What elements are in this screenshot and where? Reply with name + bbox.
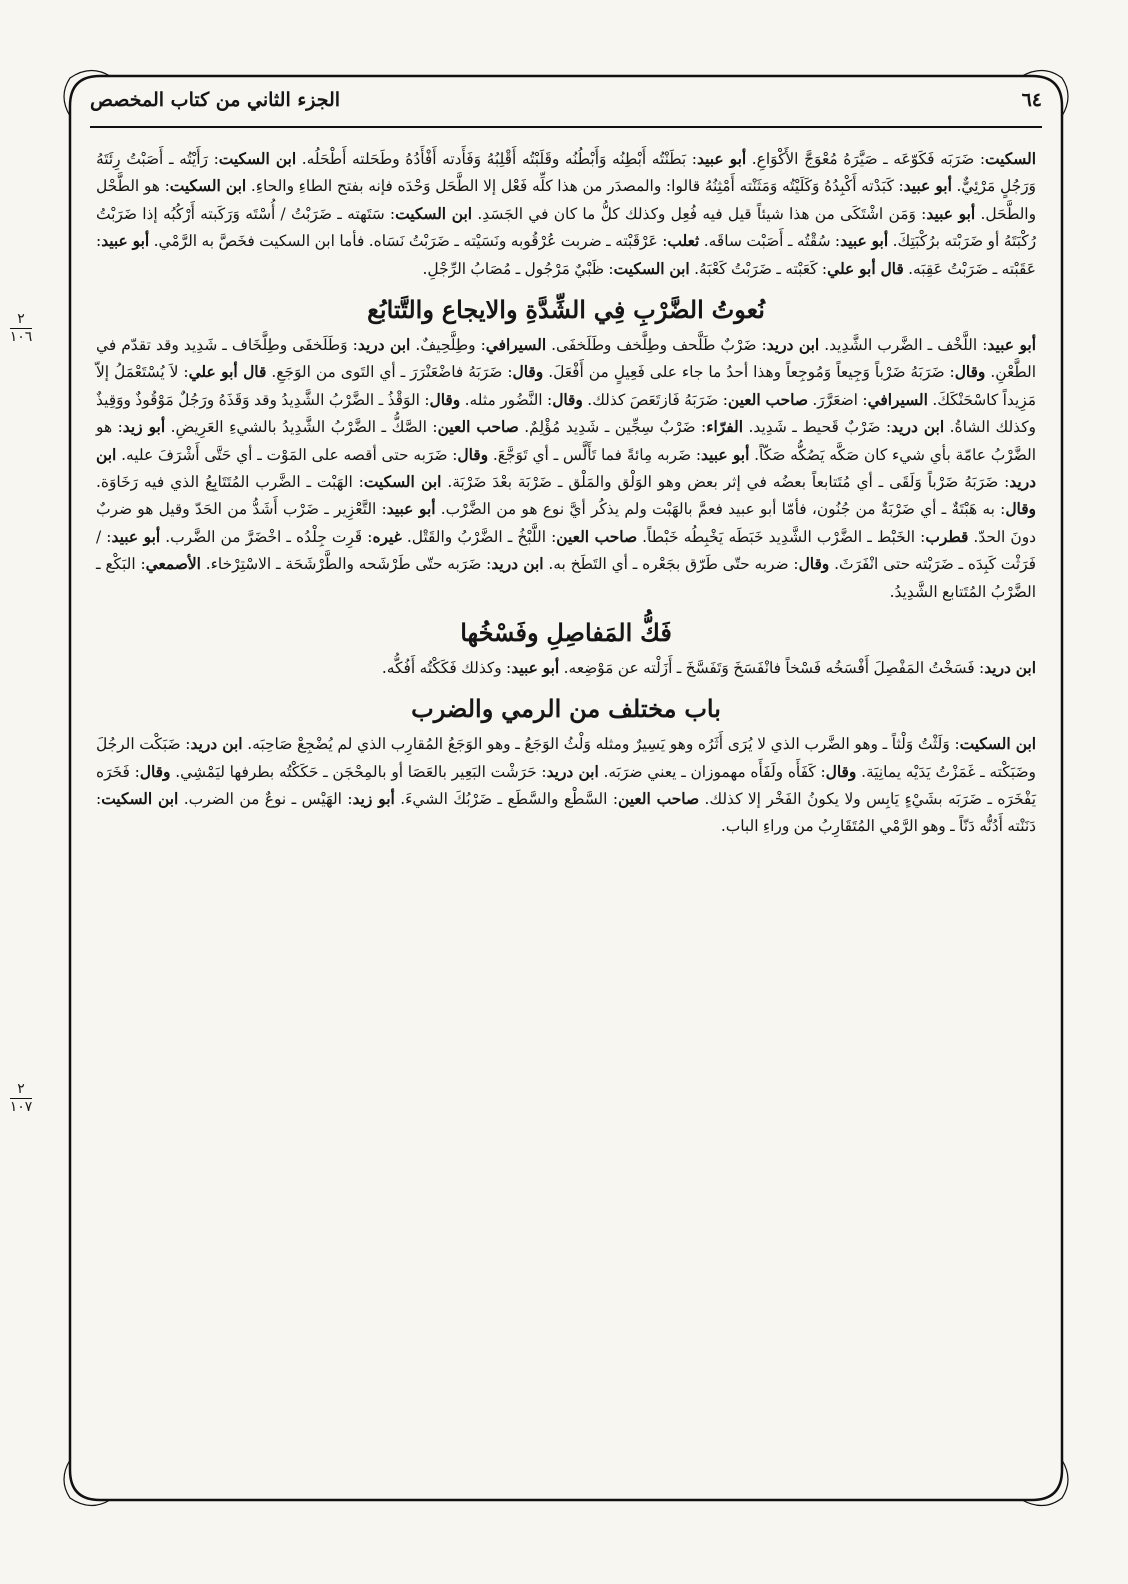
- authority-name: وقال: [139, 762, 171, 781]
- quoted-text: : / فَرَثْت كَبِدَه ـ ضَرَبْته حتى انْفَرَثَ.: [96, 527, 1037, 574]
- authority-name: صاحب العين: [437, 418, 519, 437]
- quoted-text: : ضَرَبه حتّى طَرْشَحه والطَّرْشَحَة ـ الاسْتِرْخاء.: [200, 555, 492, 574]
- quoted-text: : كَفَأَه ولَفَأَه مهموزان ـ يعني ضرَبَه.: [598, 762, 826, 781]
- authority-name: وقال: [429, 390, 461, 409]
- quoted-text: : هو الضَّرْبُ عامّة بأي شيء كان صَكَّه يَصُكُّه صَكّاً.: [96, 418, 1036, 464]
- header-rule: [90, 126, 1042, 128]
- authority-name: قال أبو علي: [188, 363, 267, 382]
- quoted-text: : قَرِت جِلْدُه ـ اخْضَرَّ من الضَّرب.: [160, 527, 373, 546]
- quoted-text: : ظَبْيٌ مَرْجُول ـ مُصَابُ الرِّجْلِ.: [422, 259, 614, 278]
- authority-name: صاحب العين: [618, 789, 700, 808]
- authority-name: ابن السكيت: [218, 150, 297, 168]
- margin-folio-bottom: ١٠٦: [9, 329, 33, 346]
- quoted-text: : به هَبْتَةٌ ـ أي ضَرْبَةٌ من جُنُون، فأمّا أبو عبيد فعمَّ بالهَبْت ولم يذكُر أيَّ نوع هو من الضَّرْب.: [435, 500, 1006, 519]
- authority-name: الفرّاء: [706, 418, 743, 437]
- quoted-text: : ضَرْبٌ سِجِّين ـ شَدِيد مُؤْلِمٌ.: [518, 418, 707, 437]
- margin-folio-top: ٢: [17, 1081, 25, 1097]
- authority-name: أبو عبيد: [511, 658, 560, 677]
- authority-name: ابن دريد: [190, 735, 243, 754]
- authority-name: وقال: [798, 555, 830, 574]
- quoted-text: : اضعَرَّرَ.: [807, 390, 868, 409]
- quoted-text: : وطِلَّحِيفٌ.: [410, 335, 486, 354]
- section-title: نُعوتُ الضَّرْبِ فِي الشِّدَّةِ والايجاع والتَّتابُع: [367, 295, 765, 325]
- authority-name: ابن دريد: [96, 445, 1036, 492]
- body-paragraph: [96, 146, 1036, 283]
- authority-name: أبو عبيد: [840, 232, 889, 251]
- quoted-text: : ضَرَبَهُ ضَرْباً وَجِيعاً وَمُوجِعاً وهذا أحدُ ما جاء على فَعِيلٍ من أَفْعَلَ.: [543, 363, 955, 382]
- quoted-text: : التَّعْزِير ـ ضَرْب أَشَدُّ من الحَدّ وقيل هو ضربٌ دونَ الحدّ.: [96, 500, 1036, 546]
- authority-name: أبو عبيد: [111, 527, 161, 546]
- authority-name: السيرافي: [867, 390, 928, 409]
- quoted-text: : كَبَدْته أَكْبِدُهُ وَكَلَيْتُه وَمَثَنْته أَمْثِنُهُ قالوا: والمصدَر من هذا كلِّه فَعْل إلا الطَّحَل وَحْدَه فإنه بفتح الطاءِ والحاءِ.: [246, 177, 904, 196]
- quoted-text: : ضَرْبٌ قَحيط ـ شَدِيد.: [743, 418, 892, 437]
- running-title: الجزء الثاني من كتاب المخصص: [90, 89, 341, 111]
- authority-name: أبو زيد: [122, 418, 166, 437]
- quoted-text: : ضَربه مِائةً فما تَأَلَّس ـ أي تَوَجَّعَ.: [488, 445, 702, 464]
- quoted-text: : ضَرَبَهُ فاضْعَنْرَرَ ـ أي التَوى من الوَجَعِ.: [266, 363, 513, 382]
- quoted-text: : البَكْع ـ الضَّرْبُ المُتَتابع الشَّدِيدُ.: [96, 555, 1036, 601]
- quoted-text: : عَرْقَبْته ـ ضربت عُرْقُوبه ونَسَيْته ـ ضَرَبْتُ نَسَاه. فأما ابن السكيت فخَصَّ به الرَّمْي.: [149, 232, 668, 251]
- quoted-text: : اللَّخْف ـ الضَّرب الشَّدِيد.: [819, 335, 988, 354]
- authority-name: غيره: [372, 527, 402, 546]
- quoted-text: : السَّطْع والسَّطَع ـ ضَرْبُكَ الشيءَ.: [394, 789, 619, 808]
- authority-name: السيرافي: [485, 335, 547, 354]
- quoted-text: : دَنَنْته أَدُنُّه دَنّاً ـ وهو الرَّمْي المُتَقَارِبُ من وراءِ الباب.: [96, 789, 1036, 836]
- authority-name: ابن السكيت: [169, 177, 247, 196]
- authority-name: أبو عبيد: [701, 445, 750, 464]
- authority-name: وقال: [457, 445, 489, 464]
- authority-name: وقال: [1005, 500, 1036, 519]
- authority-name: صاحب العين: [556, 527, 638, 546]
- authority-name: السكيت: [985, 150, 1036, 168]
- quoted-text: : الهَيْس ـ نوعٌ من الضرب.: [178, 789, 353, 808]
- quoted-text: : ضَرَبَهُ فَازتَعَصَ كذلك.: [582, 390, 728, 409]
- authority-name: ابن السكيت: [363, 473, 442, 492]
- quoted-text: : ضَرَبَهُ ضَرْباً وَلَقَى ـ أي مُتَتابعاً بعضُه في إثر بعض وهو الوَلْق والمَلْق ـ ضَرْبَة بعْدَ ضَرْبَة.: [441, 473, 1010, 492]
- authority-name: وقال: [954, 363, 986, 382]
- quoted-text: : هو الطَّحْل والطَّحَل.: [96, 177, 1037, 223]
- quoted-text: : وَمَن اشْتَكَى من هذا شيئاً قيل فيه فُعِل وكذلك كلُّ ما كان في الجَسَدِ.: [472, 204, 927, 223]
- authority-name: الأصمعي: [145, 555, 201, 574]
- authority-name: أبو زيد: [352, 789, 395, 808]
- authority-name: أبو عبيد: [926, 204, 976, 223]
- authority-name: أبو عبيد: [386, 500, 436, 519]
- authority-name: ابن دريد: [491, 555, 544, 574]
- quoted-text: : سَتَهته ـ ضَرَبْتُ / أُسْتَه وَرَكَبته أَرْكُبُه إذا ضَرَبْتُ رُكْبَتَهُ أو ضَرَبْته برُكْبَتِكَ.: [96, 204, 1037, 251]
- body-paragraph: [96, 731, 1036, 841]
- body-paragraph: [96, 332, 1036, 606]
- authority-name: ابن دريد: [766, 335, 820, 354]
- section-title: فَكُّ المَفاصِلِ وفَسْخُها: [460, 618, 672, 648]
- quoted-text: : وَطَلَخفَى وطِلَّخَاف ـ شَدِيد وقد تقدّم في الطَّعْنِ.: [96, 335, 1036, 382]
- authority-name: أبو عبيد: [697, 150, 747, 168]
- quoted-text: : فَخَرَه يَفْخَرَه ـ ضَرَبَه بشَيْءٍ يَابِس ولا يكونُ الفَخْر إلا كذلك.: [96, 762, 1036, 808]
- authority-name: ثعلب: [667, 232, 700, 251]
- authority-name: وقال: [552, 390, 583, 409]
- authority-name: أبو عبيد: [101, 232, 150, 251]
- quoted-text: : لاَ يُسْتَعْمَلُ إلاّ مَزِيداً كاسْحَنْكَكَ.: [96, 363, 1036, 409]
- authority-name: ابن دريد: [984, 658, 1036, 677]
- authority-name: ابن السكيت: [613, 259, 690, 278]
- authority-name: أبو عبيد: [987, 335, 1036, 354]
- authority-name: ابن دريد: [357, 335, 411, 354]
- quoted-text: : ضَرَبَه فَكَوّعَه ـ صَيَّرَهُ مُعْوَجَّ الأَكْوَاعِ.: [746, 150, 986, 168]
- quoted-text: : سُقْتُه ـ أَصَبْت ساقَه.: [699, 232, 841, 251]
- margin-folio-note: [6, 312, 36, 346]
- quoted-text: : ضَرَبه حتى أقصه على المَوْت ـ أي حَتَّى أَشْرَفَ عليه.: [116, 445, 458, 464]
- quoted-text: : وكذلك فَكَكْتُه أَفُكُّه.: [381, 658, 512, 677]
- section-title: باب مختلف من الرمي والضرب: [411, 694, 721, 724]
- quoted-text: : حَرَشْت البَعِير بالعَصَا أو بالمِحْجَن ـ حَكَكْتُه بطرفها ليَمْشِي.: [170, 762, 547, 781]
- authority-name: ابن دريد: [891, 418, 945, 437]
- quoted-text: : ضَبَكْت الرجُلَ وضَبَكْته ـ غَمَزْتُ يَدَيْه يمانِيَة.: [96, 735, 1036, 781]
- quoted-text: : كَعَبْته ـ ضَرَبْتُ كَعْبَهُ.: [689, 259, 828, 278]
- body-paragraph: [96, 655, 1036, 682]
- page-frame: [9, 66, 1072, 1510]
- quoted-text: : رَأَيْتُه ـ أَصَبْتُ رِئَتَهُ وَرَجُلٍ مَرْئِيٌّ.: [96, 150, 1036, 196]
- quoted-text: : ضربه حتّى طَرّق بجَعْره ـ أي التَطَخ به.: [543, 555, 799, 574]
- authority-name: وقال: [512, 363, 544, 382]
- quoted-text: : عَقَبْته ـ ضَرَبْتُ عَقِبَه.: [96, 232, 1036, 278]
- page-body: [96, 146, 1036, 841]
- quoted-text: : بَطَنْتُه أَبْطِنُه وَأَبْطُنُه وقَلَبْتُه أَقْلِبُهُ وَفَأَدته أَفْأَدُهُ وطَحَلته أَطْحَلُه.: [296, 150, 697, 168]
- quoted-text: : الهَبْت ـ الضَّرب المُتَتَابِعُ الذي فيه رَخَاوَة.: [96, 473, 364, 492]
- quoted-text: : وَلَثْتُ وَلْثاً ـ وهو الضَّرب الذي لا يُرَى أَثَرُه وهو يَسِيرٌ ومثله وَلْثُ الوَجَعُ ـ وهو الوَجَعُ المُقارِب الذي لم يُضْجِعْ صَاحِبَه.: [242, 735, 960, 754]
- margin-folio-bottom: ١٠٧: [9, 1099, 33, 1116]
- margin-folio-note: [6, 1082, 36, 1116]
- quoted-text: : ضَرْبٌ طَلَّحف وطِلَّخف وطَلَخفَى.: [546, 335, 767, 354]
- page-header: [90, 86, 1042, 114]
- authority-name: ابن دريد: [546, 762, 599, 781]
- quoted-text: : اللَّبْخُ ـ الضَّرْبُ والقَتْل.: [401, 527, 557, 546]
- authority-name: قال أبو علي: [827, 259, 904, 278]
- authority-name: ابن السكيت: [395, 204, 473, 223]
- quoted-text: : الوَقْذُ ـ الضَّرْبُ الشَّدِيدُ وقد وَقَذَهُ ورَجُلٌ مَوْقُوذٌ ووَقِيذٌ وكذلك الشاةُ.: [96, 390, 1036, 437]
- quoted-text: : النَّضُور مثله.: [460, 390, 553, 409]
- quoted-text: : الصَّكُّ ـ الضَّرْبُ الشَّدِيدُ بالشيءِ العَرِيضِ.: [165, 418, 438, 437]
- quoted-text: : الخَبْط ـ الضَّرْب الشَّدِيد خَبَطَه يَخْبِطُه خَبْطاً.: [637, 527, 926, 546]
- authority-name: ابن السكيت: [101, 789, 179, 808]
- page-number: ٦٤: [1021, 89, 1042, 111]
- authority-name: قطرب: [925, 527, 969, 546]
- authority-name: أبو عبيد: [903, 177, 952, 196]
- authority-name: صاحب العين: [727, 390, 808, 409]
- margin-folio-top: ٢: [17, 311, 25, 327]
- quoted-text: : فَسَخْتُ المَفْصِلَ أَفْسَخُه فَسْخاً فانْفَسَخَ وَتَفَسَّخَ ـ أَزَلْته عن مَوْضِعه.: [559, 658, 985, 677]
- authority-name: وقال: [825, 762, 857, 781]
- authority-name: ابن السكيت: [959, 735, 1037, 754]
